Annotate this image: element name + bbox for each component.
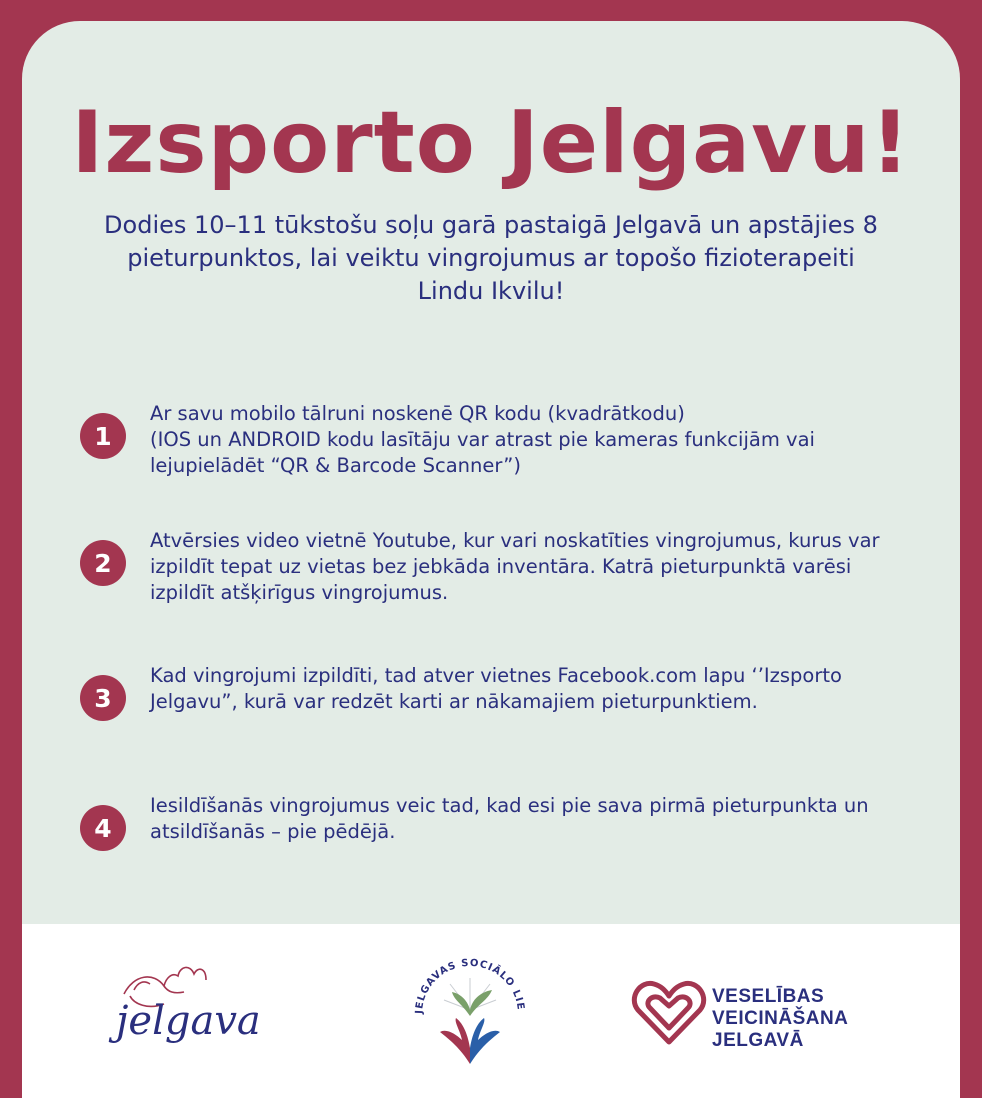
step-number-badge: 4 xyxy=(80,805,126,851)
jelgava-logo xyxy=(94,954,294,1064)
step-text: Ar savu mobilo tālruni noskenē QR kodu (kvadrātkodu) (IOS un ANDROID kodu lasītāju var atrast pie kameras funkcijām vai lejupielādēt “QR & Barcode Scanner”) xyxy=(150,402,815,477)
step-number-badge: 2 xyxy=(80,540,126,586)
logo-line: VEICINĀŠANA xyxy=(712,1008,849,1029)
step-text: Iesildīšanās vingrojumus veic tad, kad esi pie sava pirmā pieturpunkta un atsildīšanās – pie pēdējā. xyxy=(150,794,869,843)
svg-text:JELGAVAS SOCIĀLO LIETU PĀRVALD xyxy=(410,944,526,1015)
step-text: Atvērsies video vietnē Youtube, kur vari noskatīties vingrojumus, kurus var izpildīt tepat uz vietas bez jebkāda inventāra. Katrā pieturpunktā varēsi izpildīt atšķirīgus vingrojumus. xyxy=(150,529,880,604)
health-promotion-logo xyxy=(630,976,890,1056)
heart-icon xyxy=(630,976,708,1048)
logo-line: JELGAVĀ xyxy=(712,1030,804,1051)
step-text: Kad vingrojumi izpildīti, tad atver vietnes Facebook.com lapu ‘’Izsporto Jelgavu”, kurā var redzēt karti ar nākamajiem pieturpunktiem. xyxy=(150,664,842,713)
social-services-logo xyxy=(410,944,530,1084)
page-title: Izsporto Jelgavu! xyxy=(71,93,911,193)
health-promotion-logo-text xyxy=(712,986,848,1052)
logo-line: VESELĪBAS xyxy=(712,986,825,1007)
hands-sprout-icon xyxy=(410,944,530,1084)
poster-card xyxy=(22,21,960,1098)
social-services-logo-text: JELGAVAS SOCIĀLO LIE xyxy=(413,957,526,1015)
step-number-badge: 1 xyxy=(80,413,126,459)
intro-text: Dodies 10–11 tūkstošu soļu garā pastaigā Jelgavā un apstājies 8 pieturpunktos, lai veiktu vingrojumus ar topošo fizioterapeiti Lindu Ikvilu! xyxy=(104,211,878,305)
footer-logos xyxy=(22,924,960,1098)
step-number-badge: 3 xyxy=(80,675,126,721)
jelgava-logo-text: jelgava xyxy=(116,998,261,1044)
